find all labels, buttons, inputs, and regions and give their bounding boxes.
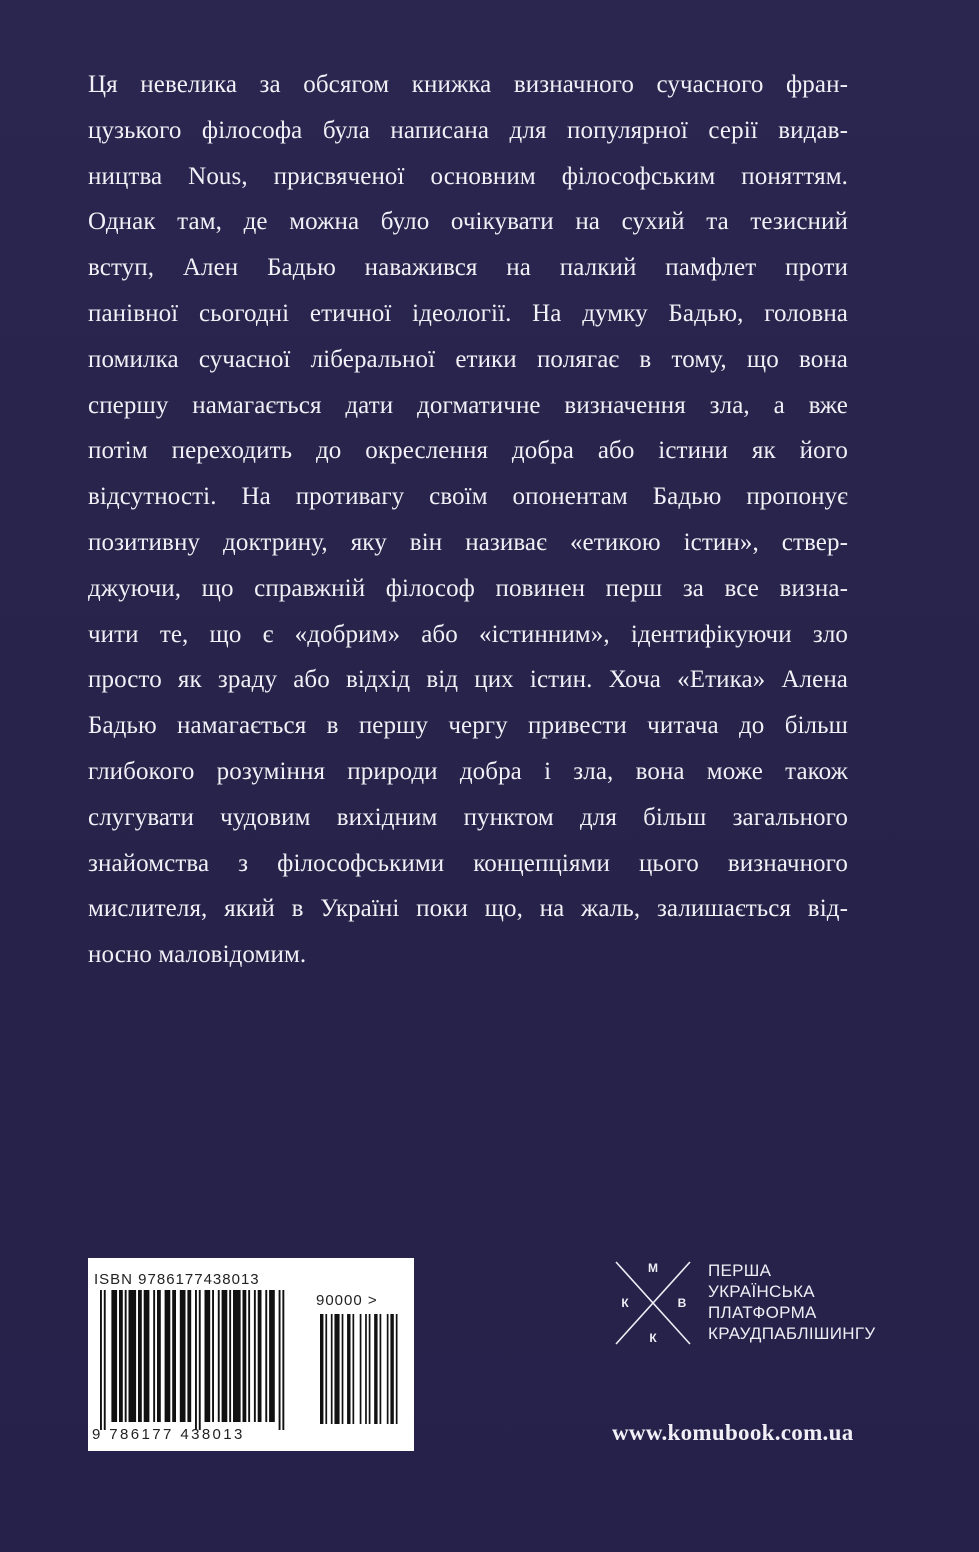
- description-line: ництва Nous, присвяченої основним філософським поняттям.: [88, 162, 848, 190]
- barcode-bar: [199, 1290, 201, 1430]
- barcode-bar: [360, 1314, 362, 1424]
- barcode-bar: [390, 1314, 393, 1424]
- barcode-bar: [387, 1314, 389, 1424]
- barcode-bar: [269, 1290, 275, 1422]
- description-line: Однак там, де можна було очікувати на сухий та тезисний: [88, 208, 848, 236]
- barcode-bar: [243, 1290, 247, 1422]
- barcode-bar: [222, 1290, 228, 1422]
- publisher-name-line: УКРАЇНСЬКА: [708, 1282, 815, 1301]
- logo-letter-right: В: [677, 1296, 687, 1310]
- description-line: Бадью намагається в першу чергу привести читача до більш: [88, 712, 848, 740]
- barcode-bar: [212, 1290, 214, 1422]
- price-code: 90000 >: [316, 1292, 378, 1309]
- barcode-bars: [88, 1258, 414, 1451]
- description-line: вступ, Ален Бадью наважився на палкий памфлет проти: [88, 254, 848, 282]
- isbn-label: ISBN 9786177438013: [94, 1271, 260, 1288]
- description-line: мислителя, який в Україні поки що, на жаль, залишається від-: [88, 895, 848, 923]
- description-line: знайомства з філософськими концепціями цього визначного: [88, 849, 848, 877]
- description-line: чити те, що є «добрим» або «істинним», ідентифікуючи зло: [88, 620, 848, 648]
- publisher-website: www.komubook.com.ua: [612, 1420, 854, 1445]
- logo-letter-left: К: [621, 1296, 629, 1310]
- book-description: [88, 62, 848, 978]
- barcode-bar: [325, 1314, 327, 1424]
- publisher-name-line: КРАУДПАБЛІШИНГУ: [708, 1324, 876, 1343]
- description-line: позитивну доктрину, яку він називає «етикою істин», ствер-: [88, 528, 848, 556]
- description-line: глибокого розуміння природи добра і зла, вона може також: [88, 757, 848, 785]
- barcode-bar: [233, 1290, 241, 1422]
- description-line: потім переходить до окреслення добра або істини як його: [88, 437, 848, 465]
- barcode-bar: [138, 1290, 142, 1422]
- barcode-bar: [365, 1314, 367, 1424]
- description-line: панівної сьогодні етичної ідеології. На думку Бадью, головна: [88, 299, 848, 327]
- barcode-bar: [380, 1314, 382, 1424]
- description-line: просто як зраду або відхід від цих істин. Хоча «Етика» Алена: [88, 666, 848, 694]
- publisher-name-line: ПЕРША: [708, 1261, 772, 1280]
- barcode-bar: [254, 1290, 256, 1422]
- barcode-bar: [334, 1314, 339, 1424]
- barcode-bar: [195, 1290, 197, 1430]
- publisher-name: [708, 1260, 875, 1344]
- barcode-bar: [111, 1290, 117, 1422]
- barcode-bar: [282, 1290, 284, 1430]
- barcode-bar: [119, 1290, 123, 1422]
- barcode-bar: [172, 1290, 176, 1422]
- barcode-bar: [265, 1290, 267, 1422]
- barcode-bar: [248, 1290, 250, 1422]
- barcode-bar: [125, 1290, 127, 1422]
- barcode-bar: [352, 1314, 354, 1424]
- barcode-bar: [229, 1290, 231, 1422]
- description-line: носно маловідомим.: [88, 941, 307, 969]
- barcode-bar: [279, 1290, 281, 1430]
- addon-bars: [320, 1314, 398, 1424]
- description-line: джуючи, що справжній філософ повинен перш за все визна-: [88, 574, 848, 602]
- logo-letter-top: М: [648, 1261, 658, 1275]
- description-line: Ця невелика за обсягом книжка визначного сучасного фран-: [88, 71, 848, 98]
- description-line: цузького філософа була написана для популярної серії видав-: [88, 116, 848, 144]
- barcode-bar: [144, 1290, 150, 1422]
- description-line: помилка сучасної ліберальної етики полягає в тому, що вона: [88, 345, 848, 373]
- barcode-bar: [369, 1314, 371, 1424]
- ean-digits: 9 786177 438013: [92, 1426, 245, 1443]
- ean-bars: [100, 1290, 284, 1430]
- barcode-bar: [165, 1290, 171, 1422]
- barcode-bar: [374, 1314, 377, 1424]
- barcode-bar: [258, 1290, 262, 1422]
- barcode-bar: [129, 1290, 137, 1422]
- description-line: слугувати чудовим вихідним пунктом для більш загального: [88, 803, 848, 831]
- barcode-bar: [100, 1290, 102, 1430]
- barcode-bar: [347, 1314, 350, 1424]
- barcode-bar: [153, 1290, 155, 1422]
- barcode-bar: [331, 1314, 333, 1424]
- isbn-barcode: [88, 1258, 414, 1451]
- barcode-bar: [396, 1314, 398, 1424]
- description-line: спершу намагається дати догматичне визначення зла, а вже: [88, 391, 848, 419]
- description-line: відсутності. На противагу своїм опонентам Бадью пропонує: [88, 483, 848, 511]
- publisher-name-line: ПЛАТФОРМА: [708, 1303, 817, 1322]
- barcode-bar: [205, 1290, 211, 1422]
- barcode-bar: [342, 1314, 344, 1424]
- publisher-logo: [612, 1258, 694, 1348]
- barcode-bar: [157, 1290, 161, 1422]
- logo-letter-bottom: К: [649, 1331, 657, 1345]
- barcode-bar: [218, 1290, 220, 1422]
- barcode-bar: [104, 1290, 106, 1430]
- barcode-bar: [180, 1290, 186, 1422]
- barcode-bar: [320, 1314, 323, 1424]
- barcode-bar: [187, 1290, 191, 1422]
